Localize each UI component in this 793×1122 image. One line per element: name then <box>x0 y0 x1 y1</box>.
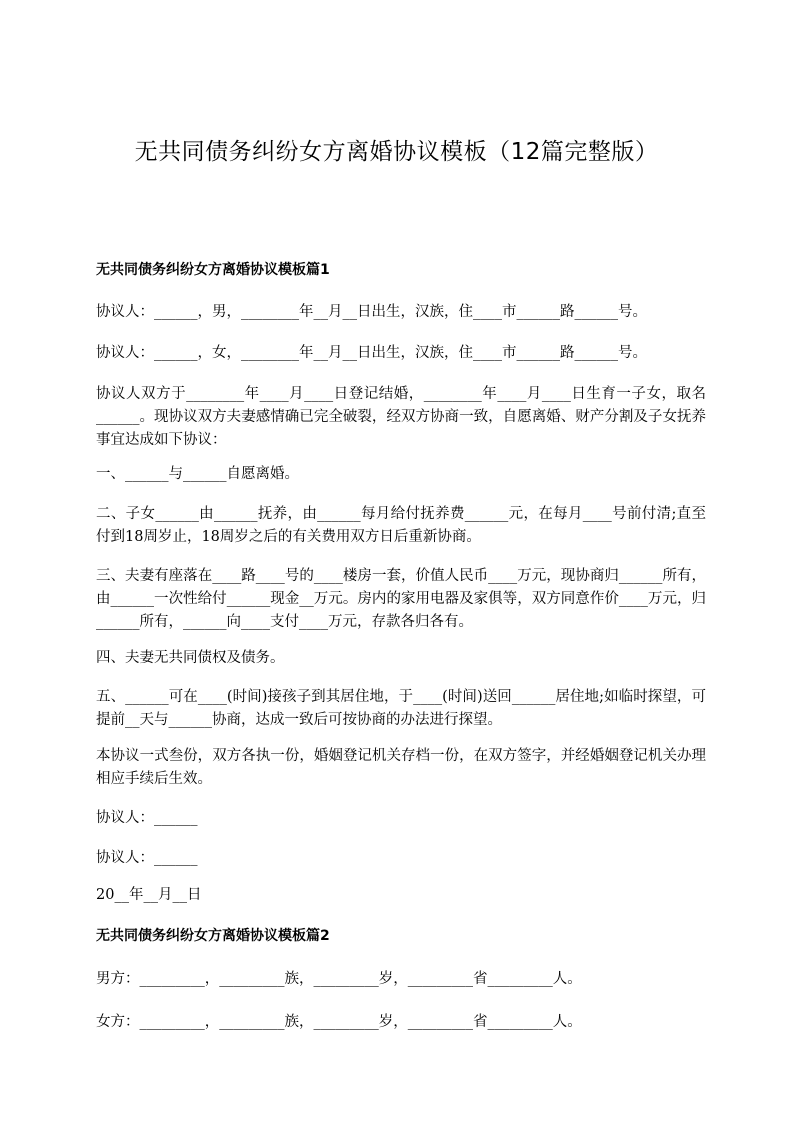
paragraph-woman-info: 女方：_________，_________族，_________岁，_________省_________人。 <box>96 1014 582 1030</box>
paragraph-clause-3: 三、夫妻有座落在____路____号的____楼房一套，价值人民币____万元，现协商归______所有，由______一次性给付______现金__万元。房内的家用电器及家俱等，双方同意作价____万元，归______所有，______向____支付____万元，存款各归各有。 <box>96 568 706 630</box>
paragraph-effectiveness: 本协议一式叁份，双方各执一份，婚姻登记机关存档一份，在双方签字，并经婚姻登记机关办理相应手续后生效。 <box>96 748 706 787</box>
paragraph-marriage-info: 协议人双方于________年____月____日登记结婚，________年____月____日生育一子女，取名______。现协议双方夫妻感情确已完全破裂，经双方协商一致，自愿离婚、财产分割及子女抚养事宜达成如下协议： <box>96 386 706 448</box>
paragraph-party-female: 协议人：______，女，________年__月__日出生，汉族，住____市______路______号。 <box>96 345 647 361</box>
signature-line-1: 协议人：______ <box>96 810 198 826</box>
signature-line-2: 协议人：______ <box>96 850 198 866</box>
section-heading-2: 无共同债务纠纷女方离婚协议模板篇2 <box>96 928 330 944</box>
document-title: 无共同债务纠纷女方离婚协议模板（12篇完整版） <box>134 139 659 165</box>
paragraph-clause-4: 四、夫妻无共同债权及债务。 <box>96 650 285 666</box>
paragraph-clause-5: 五、______可在____(时间)接孩子到其居住地，于____(时间)送回______居住地;如临时探望，可提前__天与______协商，达成一致后可按协商的办法进行探望。 <box>96 689 706 728</box>
paragraph-clause-1: 一、______与______自愿离婚。 <box>96 466 299 482</box>
paragraph-man-info: 男方：_________，_________族，_________岁，_________省_________人。 <box>96 971 582 987</box>
date-line: 20__年__月__日 <box>96 887 202 903</box>
paragraph-clause-2: 二、子女______由______抚养，由______每月给付抚养费______元，在每月____号前付清;直至付到18周岁止，18周岁之后的有关费用双方日后重新协商。 <box>96 506 706 545</box>
section-heading-1: 无共同债务纠纷女方离婚协议模板篇1 <box>96 262 330 278</box>
paragraph-party-male: 协议人：______，男，________年__月__日出生，汉族，住____市______路______号。 <box>96 304 647 320</box>
